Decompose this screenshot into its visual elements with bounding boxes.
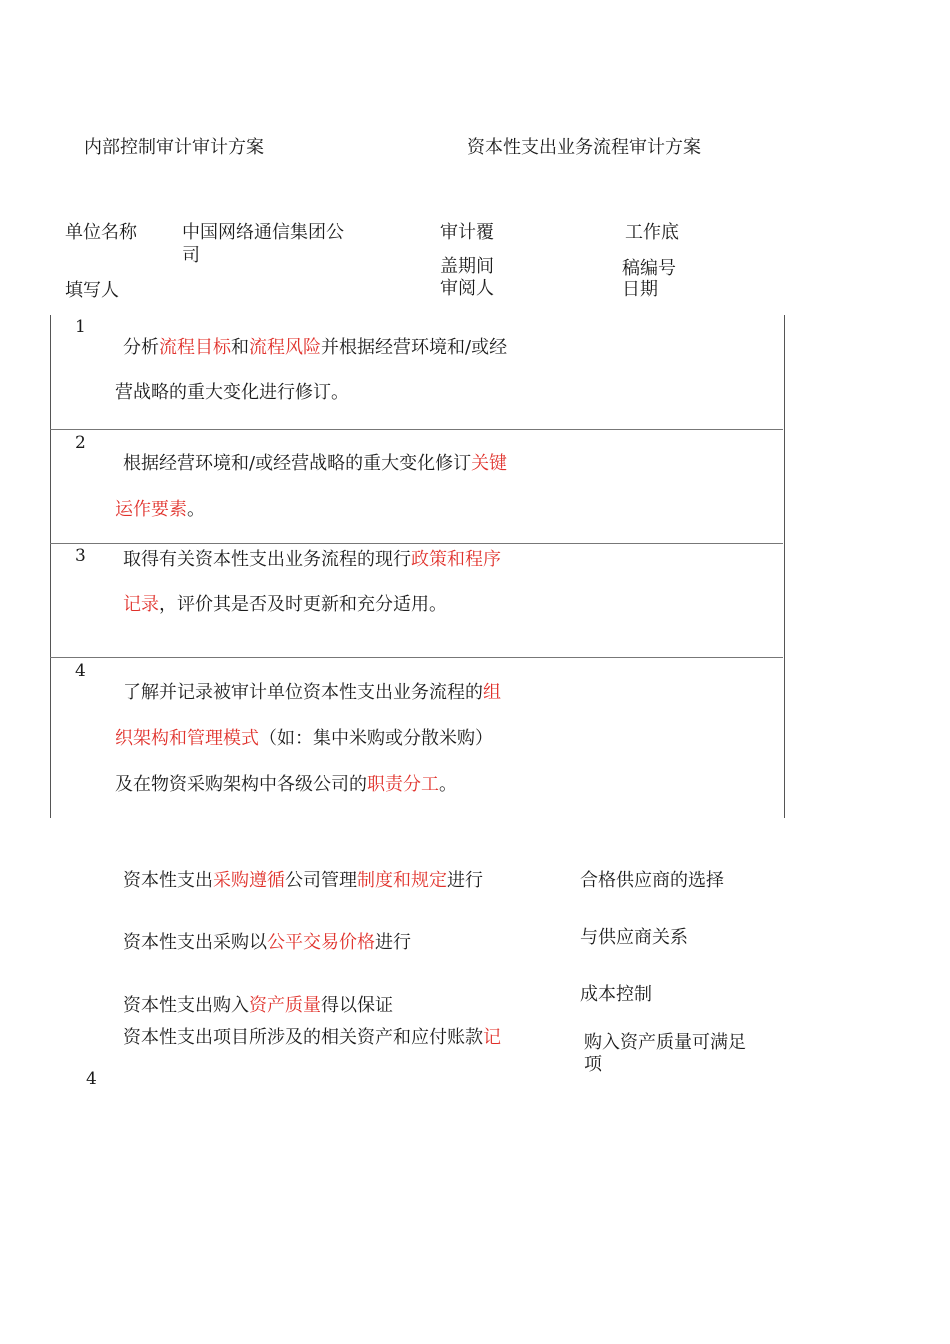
- risk-2: 与供应商关系: [580, 927, 688, 948]
- row-divider: [50, 429, 783, 430]
- workpaper-label: 工作底: [625, 222, 679, 243]
- objective-2: 资本性支出采购以公平交易价格进行: [123, 932, 411, 953]
- objective-4: 资本性支出项目所涉及的相关资产和应付账款记: [123, 1027, 501, 1048]
- risk-1: 合格供应商的选择: [580, 870, 724, 891]
- objective-3: 资本性支出购入资产质量得以保证: [123, 995, 393, 1016]
- row-2-line-1: 根据经营环境和/或经营战略的重大变化修订关键: [123, 453, 508, 474]
- filler-label: 填写人: [65, 280, 119, 301]
- unit-value: 中国网络通信集团公: [182, 222, 344, 243]
- risk-4-cont: 项: [584, 1054, 602, 1075]
- audit-period-label: 审计覆: [440, 222, 494, 243]
- bottom-row-number: 4: [86, 1069, 97, 1089]
- unit-value-cont: 司: [182, 245, 200, 266]
- doc-title: 内部控制审计审计方案: [84, 137, 264, 158]
- row-4-line-1: 了解并记录被审计单位资本性支出业务流程的组: [123, 682, 501, 703]
- row-number: 4: [75, 661, 86, 681]
- row-number: 2: [75, 433, 86, 453]
- workpaper-label-cont: 稿编号: [622, 258, 676, 279]
- reviewer-label: 审阅人: [440, 278, 494, 299]
- row-4-line-3: 及在物资采购架构中各级公司的职责分工。: [115, 774, 457, 795]
- row-1-line-2: 营战略的重大变化进行修订。: [115, 382, 349, 403]
- date-label: 日期: [622, 279, 658, 300]
- row-number: 3: [75, 546, 86, 566]
- process-title: 资本性支出业务流程审计方案: [467, 137, 701, 158]
- row-2-line-2: 运作要素。: [115, 499, 205, 520]
- row-number: 1: [75, 317, 86, 337]
- row-divider: [50, 543, 783, 544]
- row-3-line-1: 取得有关资本性支出业务流程的现行政策和程序: [123, 549, 501, 570]
- unit-label: 单位名称: [65, 222, 137, 243]
- row-divider: [50, 657, 783, 658]
- risk-3: 成本控制: [580, 984, 652, 1005]
- row-3-line-2: 记录，评价其是否及时更新和充分适用。: [123, 594, 447, 615]
- row-4-line-2: 织架构和管理模式（如：集中米购或分散米购）: [115, 728, 493, 749]
- audit-period-label-cont: 盖期间: [440, 256, 494, 277]
- row-1-line-1: 分析流程目标和流程风险并根据经营环境和/或经: [123, 337, 508, 358]
- objective-1: 资本性支出采购遵循公司管理制度和规定进行: [123, 870, 483, 891]
- risk-4: 购入资产质量可满足: [584, 1032, 746, 1053]
